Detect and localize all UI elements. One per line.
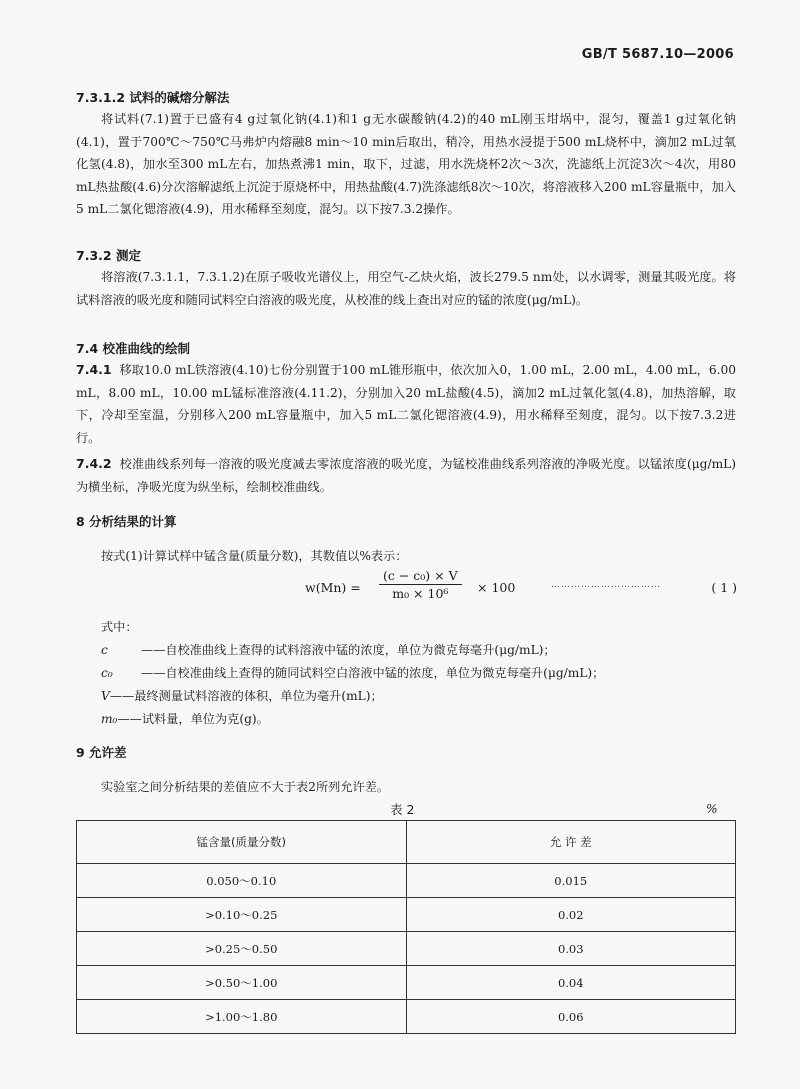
cell-tolerance: 0.06 (406, 1000, 736, 1034)
formula-denominator: m₀ × 10⁶ (392, 586, 449, 601)
table-caption: 表 2 (390, 802, 415, 817)
variable-description: ——最终测量试料溶液的体积，单位为毫升(mL)； (109, 689, 383, 703)
formula-1 (305, 568, 737, 612)
table-row (77, 1000, 736, 1034)
formula-leader-dots: …………………………… (551, 580, 661, 590)
variable-m0 (101, 710, 269, 727)
tolerance-intro: 实验室之间分析结果的差值应不大于表2所列允许差。 (101, 780, 390, 794)
cell-tolerance: 0.04 (406, 966, 736, 1000)
variable-description: ——试料量，单位为克(g)。 (117, 712, 269, 726)
paragraph-7-3-2: 将溶液(7.3.1.1，7.3.1.2)在原子吸收光谱仪上，用空气-乙炔火焰，波长279.5 nm处，以水调零，测量其吸光度。将试料溶液的吸光度和随同试料空白溶液的吸光度，从校准的线上查出对应的锰的浓度(μg/mL)。 (76, 270, 736, 307)
tolerance-table (76, 820, 736, 1034)
table-row (77, 864, 736, 898)
variable-symbol: c₀ (101, 666, 113, 680)
clause-7-4-1-label: 7.4.1 (76, 362, 112, 377)
table-header-row (77, 821, 736, 864)
paragraph-7-3-1-2: 将试料(7.1)置于已盛有4 g过氧化钠(4.1)和1 g无水碳酸钠(4.2)的40 mL刚玉坩埚中，混匀，覆盖1 g过氧化钠(4.1)，置于700℃～750℃马弗炉内熔融8 min～10 min后取出，稍冷，用热水浸提于500 mL烧杯中，滴加2 mL过氧化氢(4.8)，加水至300 mL左右，加热煮沸1 min，取下，过滤，用水洗烧杯2次～3次，洗滤纸上沉淀3次～4次，用80 mL热盐酸(4.6)分次溶解滤纸上沉淀于原烧杯中，用热盐酸(4.7)洗涤滤纸8次～10次，将溶液移入200 mL容量瓶中，加入5 mL二氯化锶溶液(4.9)，用水稀释至刻度，混匀。以下按7.3.2操作。 (76, 112, 736, 216)
paragraph-7-4-1 (76, 359, 736, 449)
clause-7-4-1-text: 移取10.0 mL铁溶液(4.10)七份分别置于100 mL锥形瓶中，依次加入0，1.00 mL，2.00 mL，4.00 mL，6.00 mL，8.00 mL，10.00 mL锰标准溶液(4.11.2)，分别加入20 mL盐酸(4.5)，滴加2 mL过氧化氢(4.8)，加热溶解，取下，冷却至室温，分别移入200 mL容量瓶中，加入5 mL二氯化锶溶液(4.9)，用水稀释至刻度，混匀。以下按7.3.2进行。 (76, 363, 736, 445)
heading-7-3-2: 7.3.2 测定 (76, 248, 141, 263)
heading-7-3-1-2: 7.3.1.2 试料的碱熔分解法 (76, 90, 230, 105)
clause-7-4-2-text: 校准曲线系列每一溶液的吸光度减去零浓度溶液的吸光度，为锰校准曲线系列溶液的净吸光度。以锰浓度(μg/mL)为横坐标，净吸光度为纵坐标，绘制校准曲线。 (76, 457, 736, 494)
variable-c0 (101, 664, 604, 681)
variable-v (101, 687, 383, 704)
table-row (77, 898, 736, 932)
cell-content-range: >0.10～0.25 (77, 898, 407, 932)
variable-symbol: V (101, 689, 110, 703)
where-label: 式中： (101, 620, 138, 634)
cell-tolerance: 0.02 (406, 898, 736, 932)
variable-symbol: c (101, 643, 108, 657)
formula-fraction (379, 568, 462, 601)
heading-9: 9 允许差 (76, 745, 127, 760)
column-header-tolerance: 允 许 差 (406, 821, 736, 864)
cell-tolerance: 0.015 (406, 864, 736, 898)
formula-numerator: (c − c₀) × V (379, 568, 462, 585)
cell-content-range: >1.00～1.80 (77, 1000, 407, 1034)
table-row (77, 966, 736, 1000)
column-header-content: 锰含量(质量分数) (77, 821, 407, 864)
formula-multiplier: × 100 (477, 580, 516, 595)
formula-lhs: w(Mn) = (305, 580, 361, 595)
cell-content-range: 0.050～0.10 (77, 864, 407, 898)
formula-intro: 按式(1)计算试样中锰含量(质量分数)，其数值以%表示： (101, 549, 408, 563)
heading-7-4: 7.4 校准曲线的绘制 (76, 341, 190, 356)
paragraph-7-4-2 (76, 453, 736, 498)
table-unit: % (706, 802, 718, 816)
table-row (77, 932, 736, 966)
variable-symbol: m₀ (101, 712, 118, 726)
cell-content-range: >0.50～1.00 (77, 966, 407, 1000)
standard-number: GB/T 5687.10—2006 (581, 47, 734, 62)
clause-7-4-2-label: 7.4.2 (76, 456, 112, 471)
variable-description: ——自校准曲线上查得的随同试料空白溶液中锰的浓度，单位为微克每毫升(μg/mL)； (141, 666, 605, 680)
cell-content-range: >0.25～0.50 (77, 932, 407, 966)
variable-c (101, 641, 556, 658)
cell-tolerance: 0.03 (406, 932, 736, 966)
variable-description: ——自校准曲线上查得的试料溶液中锰的浓度，单位为微克每毫升(μg/mL)； (141, 643, 556, 657)
heading-8: 8 分析结果的计算 (76, 514, 177, 529)
formula-number: ( 1 ) (711, 580, 737, 595)
